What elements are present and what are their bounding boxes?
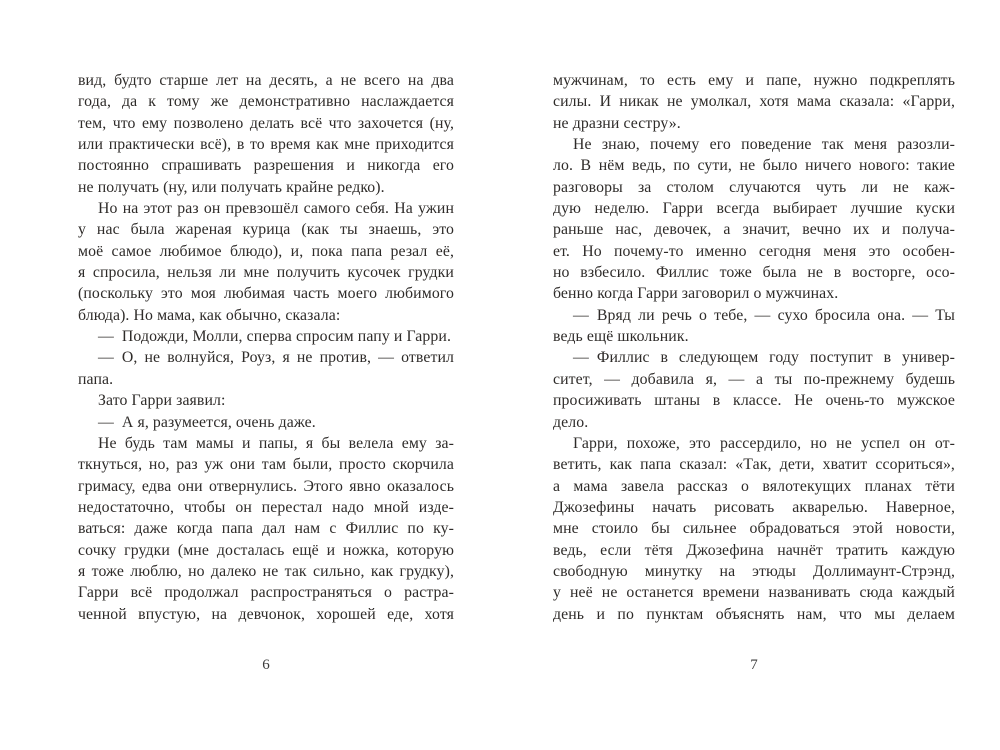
text-line: Джозефины начать рисовать акварелью. Наверное,	[553, 498, 955, 516]
text-line: — Филлис в следующем году поступит в универ-	[573, 349, 955, 367]
text-line: гримасу, едва они отвернулись. Этого явно оказалось	[78, 477, 454, 495]
text-line: силы. И никак не умолкал, хотя мама сказала: «Гарри,	[553, 93, 955, 111]
text-line: у неё не останется времени названивать сюда каждый	[553, 584, 955, 602]
text-line: бенно когда Гарри заговорил о мужчинах.	[553, 285, 839, 303]
text-line: блюда). Но мама, как обычно, сказала:	[78, 306, 341, 324]
text-line: ет. Но почему-то именно сегодня меня это особен-	[553, 242, 955, 260]
text-line: Не знаю, почему его поведение так меня разозли-	[573, 136, 955, 154]
text-line: (поскольку это моя любимая часть моего любимого	[78, 285, 454, 303]
page-left-number: 6	[262, 657, 270, 673]
text-line: раньше нас, девочек, а значит, вечно их и получа-	[553, 221, 955, 239]
text-line: недостаточно, чтобы он перестал надо мной изде-	[78, 498, 454, 516]
text-line: тем, что ему позволено делать всё что захочется (ну,	[78, 114, 454, 132]
text-line: ваться: даже когда папа дал нам с Филлис по ку-	[78, 520, 454, 538]
text-line: — О, не волнуйся, Роуз, я не против, — ответил	[98, 349, 454, 367]
text-line: дело.	[553, 413, 589, 431]
text-line: я тоже люблю, но далеко не так сильно, как грудку),	[78, 562, 454, 580]
text-line: не получать (ну, или получать крайне редко).	[78, 178, 385, 196]
page-right-text	[553, 70, 955, 625]
text-line: года, да к тому же демонстративно наслаждается	[78, 93, 454, 111]
text-line: моё самое любимое блюдо), и, пока папа резал её,	[78, 242, 454, 260]
page-left-text	[78, 70, 454, 625]
text-line: — Вряд ли речь о тебе, — сухо бросила она. — Ты	[573, 306, 955, 324]
text-line: разговоры за столом случаются чуть ли не каж-	[553, 178, 955, 196]
text-line: не дразни сестру».	[553, 114, 681, 132]
text-line: я спросила, нельзя ли мне получить кусочек грудки	[78, 264, 454, 282]
text-line: но взбесило. Филлис тоже была не в восторге, осо-	[553, 264, 955, 282]
text-line: у нас была жареная курица (как ты знаешь, это	[78, 221, 454, 239]
text-line: Но на этот раз он превзошёл самого себя. На ужин	[98, 200, 454, 218]
text-line: Гарри всё продолжал распространяться о растра-	[78, 584, 454, 602]
text-line: ло. В нём ведь, по сути, не было ничего нового: такие	[553, 157, 955, 175]
text-line: ситет, — добавила я, — а ты по-прежнему будешь	[553, 370, 955, 388]
text-line: или практически всё), в то время как мне приходится	[78, 136, 454, 154]
text-line: мне стоило бы сильнее обрадоваться этой новости,	[553, 520, 955, 538]
text-line: — А я, разумеется, очень даже.	[98, 413, 316, 431]
text-line: дую неделю. Гарри всегда выбирает лучшие куски	[553, 200, 955, 218]
text-line: Зато Гарри заявил:	[98, 392, 226, 410]
text-line: Не будь там мамы и папы, я бы велела ему за-	[98, 434, 454, 452]
text-line: ткнуться, но, раз уж они там были, просто скорчила	[78, 456, 454, 474]
text-line: вид, будто старше лет на десять, а не всего на два	[78, 72, 454, 89]
text-line: — Подожди, Молли, сперва спросим папу и Гарри.	[98, 328, 452, 346]
text-line: постоянно спрашивать разрешения и никогда его	[78, 157, 454, 175]
page-right-number: 7	[750, 657, 758, 673]
text-line: Гарри, похоже, это рассердило, но не успел он от-	[573, 434, 955, 452]
text-line: ченной впустую, на девчонок, хорошей еде, хотя	[78, 605, 454, 623]
text-line: а мама завела рассказ о вялотекущих планах тёти	[553, 477, 955, 495]
text-line: просиживать штаны в классе. Не очень-то мужское	[553, 392, 955, 410]
text-line: день и по пунктам объяснять нам, что мы делаем	[553, 605, 955, 623]
text-line: сочку грудки (мне досталась ещё и ножка, которую	[78, 541, 454, 559]
text-line: ветить, как папа сказал: «Так, дети, хватит ссориться»,	[553, 456, 955, 474]
text-line: ведь ещё школьник.	[553, 328, 689, 346]
text-line: свободную минутку на этюды Доллимаунт-Стрэнд,	[553, 562, 955, 580]
text-line: ведь, если тётя Джозефина начнёт тратить каждую	[553, 541, 955, 559]
text-line: папа.	[78, 370, 114, 388]
text-line: мужчинам, то есть ему и папе, нужно подкреплять	[553, 72, 955, 89]
page-right	[500, 0, 1000, 750]
